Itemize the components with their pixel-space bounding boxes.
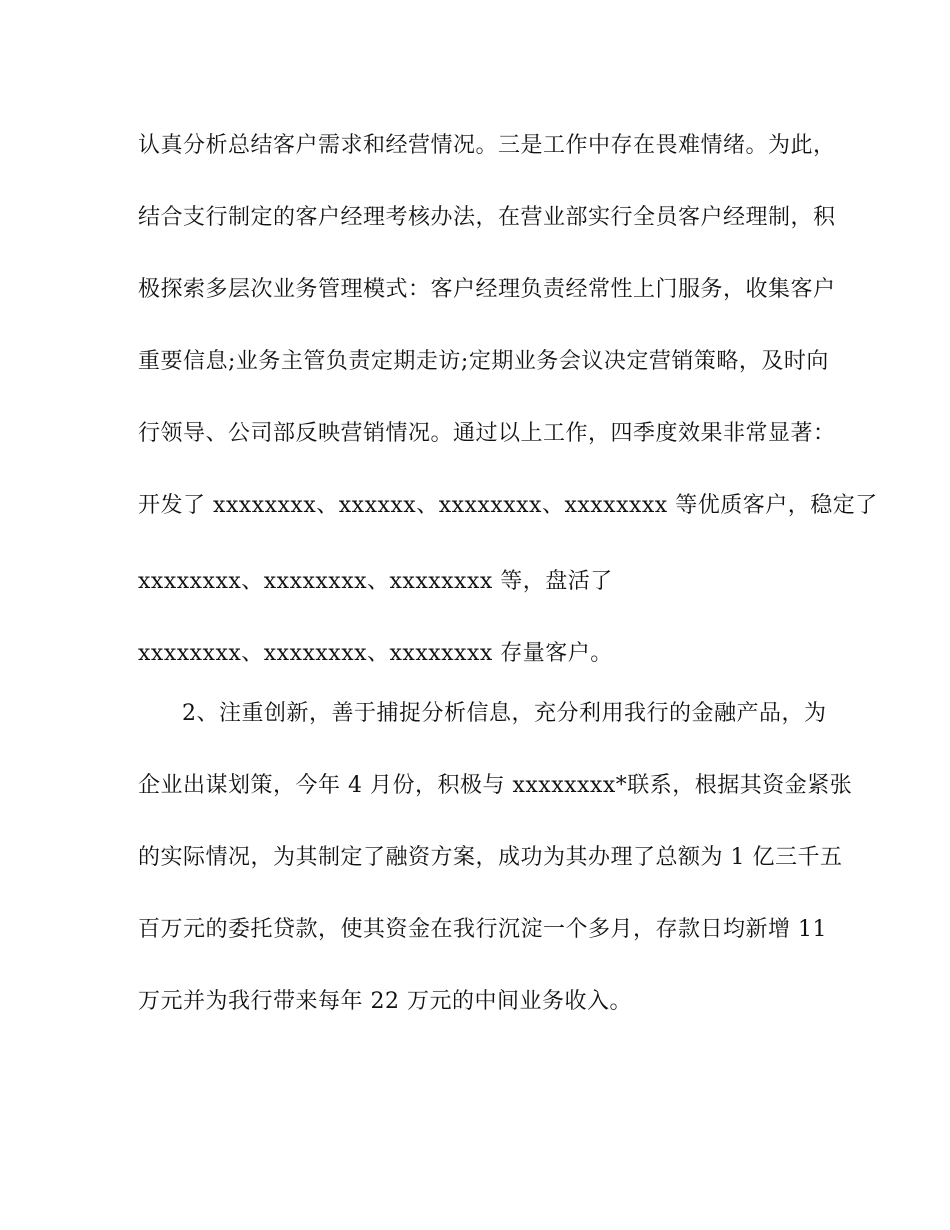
paragraph-start-line: 2、注重创新，善于捕捉分析信息，充分利用我行的金融产品，为 (182, 701, 827, 726)
text-line: 万元并为我行带来每年 22 万元的中间业务收入。 (138, 989, 632, 1014)
text-line: xxxxxxxx、xxxxxxxx、xxxxxxxx 等，盘活了 (138, 569, 613, 594)
text-line: 重要信息;业务主管负责定期走访;定期业务会议决定营销策略，及时向 (138, 349, 829, 374)
text-line: 企业出谋划策，今年 4 月份，积极与 xxxxxxxx*联系，根据其资金紧张 (138, 773, 853, 798)
text-line: 行领导、公司部反映营销情况。通过以上工作，四季度效果非常显著： (138, 421, 836, 446)
text-line: 百万元的委托贷款，使其资金在我行沉淀一个多月，存款日均新增 11 (138, 917, 827, 942)
text-line: 极探索多层次业务管理模式：客户经理负责经常性上门服务，收集客户 (138, 277, 836, 302)
text-line: 开发了 xxxxxxxx、xxxxxx、xxxxxxxx、xxxxxxxx 等优质客户，稳定了 (138, 493, 878, 518)
text-line: xxxxxxxx、xxxxxxxx、xxxxxxxx 存量客户。 (138, 641, 613, 666)
text-line: 的实际情况，为其制定了融资方案，成功为其办理了总额为 1 亿三千五 (138, 845, 843, 870)
text-line: 认真分析总结客户需求和经营情况。三是工作中存在畏难情绪。为此， (138, 133, 836, 158)
text-line: 结合支行制定的客户经理考核办法，在营业部实行全员客户经理制，积 (138, 205, 836, 230)
